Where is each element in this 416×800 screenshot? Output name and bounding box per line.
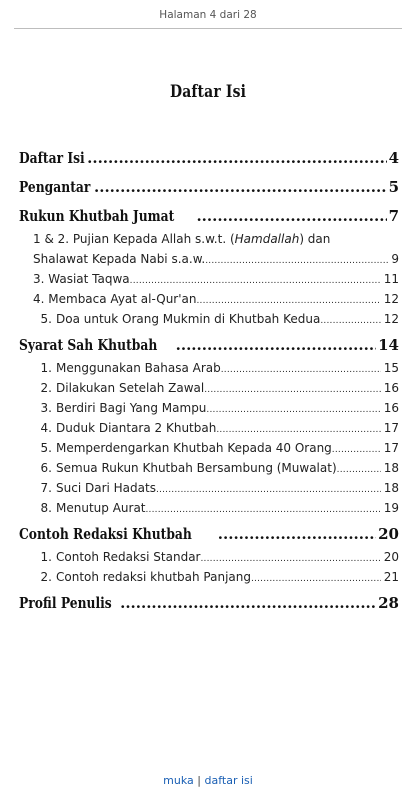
dot-leader bbox=[320, 309, 380, 329]
toc-item-number: 6. bbox=[40, 461, 52, 475]
dot-leader bbox=[218, 521, 376, 547]
toc-entry-contoh-redaksi[interactable]: Contoh Redaksi Khutbah ..... 20 bbox=[19, 521, 399, 547]
toc-page-number: 17 bbox=[383, 421, 399, 435]
dot-leader bbox=[251, 567, 381, 587]
toc-page-number: 15 bbox=[383, 361, 399, 375]
toc-page-number: 12 bbox=[383, 292, 399, 306]
dot-leader bbox=[337, 458, 381, 478]
toc-page-number: 28 bbox=[378, 594, 399, 612]
toc-item-number: 5. bbox=[40, 312, 52, 326]
dot-leader bbox=[156, 478, 381, 498]
toc-page-number: 19 bbox=[383, 501, 399, 515]
toc-entry-memperdengarkan[interactable]: 5. Memperdengarkan Khutbah Kepada 40 Orang ..... 17 bbox=[19, 438, 399, 458]
toc-page-number: 4 bbox=[388, 149, 399, 167]
footer-separator: | bbox=[197, 774, 201, 787]
toc-entry-pengantar[interactable]: Pengantar ..... 5 bbox=[19, 174, 399, 200]
toc-entry-label-line1: 1 & 2. Pujian Kepada Allah s.w.t. (Hamdallah) dan bbox=[33, 232, 331, 246]
toc-item-number: 2. bbox=[40, 381, 52, 395]
dot-leader bbox=[332, 438, 381, 458]
dot-leader bbox=[146, 498, 381, 518]
dot-leader bbox=[87, 145, 386, 171]
toc-page-number: 18 bbox=[383, 481, 399, 495]
toc-page-number: 21 bbox=[383, 570, 399, 584]
page-footer bbox=[0, 774, 416, 787]
toc-page-number: 16 bbox=[383, 401, 399, 415]
toc-page-number: 5 bbox=[388, 178, 399, 196]
dot-leader bbox=[130, 269, 381, 289]
toc-entry-syarat-sah-khutbah[interactable]: Syarat Sah Khutbah ..... 14 bbox=[19, 332, 399, 358]
toc-entry-doa-mukmin[interactable]: 5. Doa untuk Orang Mukmin di Khutbah Kedua ..... 12 bbox=[19, 309, 399, 329]
dot-leader bbox=[216, 418, 380, 438]
toc-entry-daftar-isi[interactable]: Daftar Isi ..... 4 bbox=[19, 145, 399, 171]
toc-entry-rukun-khutbah-jumat[interactable]: Rukun Khutbah Jumat ..... 7 bbox=[19, 203, 399, 229]
page-title: Daftar Isi bbox=[169, 82, 247, 102]
page-header bbox=[14, 0, 402, 29]
dot-leader bbox=[200, 547, 380, 567]
toc-item-number: 2. bbox=[40, 570, 52, 584]
dot-leader bbox=[197, 289, 381, 309]
toc-item-number: 7. bbox=[40, 481, 52, 495]
table-of-contents bbox=[19, 142, 399, 616]
dot-leader bbox=[204, 378, 380, 398]
dot-leader bbox=[176, 332, 377, 358]
toc-page-number: 7 bbox=[388, 207, 399, 225]
home-link[interactable]: muka bbox=[163, 774, 194, 787]
toc-page-number: 18 bbox=[383, 461, 399, 475]
toc-entry-profil-penulis[interactable]: Profil Penulis ..... 28 bbox=[19, 590, 399, 616]
toc-entry-wasiat-taqwa[interactable]: 3. Wasiat Taqwa ..... 11 bbox=[19, 269, 399, 289]
dot-leader bbox=[120, 590, 376, 616]
toc-page-number: 9 bbox=[391, 252, 399, 266]
dot-leader bbox=[196, 203, 386, 229]
toc-entry-berdiri[interactable]: 3. Berdiri Bagi Yang Mampu ..... 16 bbox=[19, 398, 399, 418]
toc-entry-redaksi-panjang[interactable]: 2. Contoh redaksi khutbah Panjang ..... 21 bbox=[19, 567, 399, 587]
toc-item-number: 4. bbox=[40, 421, 52, 435]
toc-page-number: 20 bbox=[378, 525, 399, 543]
toc-entry-suci-hadats[interactable]: 7. Suci Dari Hadats ..... 18 bbox=[19, 478, 399, 498]
dot-leader bbox=[205, 249, 388, 269]
toc-item-number: 8. bbox=[40, 501, 52, 515]
toc-entry-membaca-ayat[interactable]: 4. Membaca Ayat al-Qur'an ..... 12 bbox=[19, 289, 399, 309]
toc-item-number: 5. bbox=[40, 441, 52, 455]
toc-entry-menutup-aurat[interactable]: 8. Menutup Aurat ..... 19 bbox=[19, 498, 399, 518]
toc-entry-duduk[interactable]: 4. Duduk Diantara 2 Khutbah ..... 17 bbox=[19, 418, 399, 438]
toc-entry-hamdallah-shalawat[interactable] bbox=[19, 229, 399, 269]
toc-page-number: 12 bbox=[383, 312, 399, 326]
toc-link[interactable]: daftar isi bbox=[204, 774, 253, 787]
dot-leader bbox=[94, 174, 387, 200]
toc-page-number: 14 bbox=[378, 336, 399, 354]
toc-entry-setelah-zawal[interactable]: 2. Dilakukan Setelah Zawal ..... 16 bbox=[19, 378, 399, 398]
toc-entry-label-line2: Shalawat Kepada Nabi s.a.w. ..... 9 bbox=[19, 249, 399, 269]
toc-item-number: 3. bbox=[40, 401, 52, 415]
toc-entry-muwalat[interactable]: 6. Semua Rukun Khutbah Bersambung (Muwalat) ..... 18 bbox=[19, 458, 399, 478]
dot-leader bbox=[206, 398, 380, 418]
toc-item-number: 1. bbox=[40, 361, 52, 375]
toc-page-number: 20 bbox=[383, 550, 399, 564]
toc-page-number: 11 bbox=[383, 272, 399, 286]
toc-page-number: 17 bbox=[383, 441, 399, 455]
toc-entry-bahasa-arab[interactable]: 1. Menggunakan Bahasa Arab ..... 15 bbox=[19, 358, 399, 378]
toc-page-number: 16 bbox=[383, 381, 399, 395]
page-indicator: Halaman 4 dari 28 bbox=[159, 9, 257, 21]
toc-item-number: 1. bbox=[40, 550, 52, 564]
toc-entry-redaksi-standar[interactable]: 1. Contoh Redaksi Standar ..... 20 bbox=[19, 547, 399, 567]
dot-leader bbox=[221, 358, 381, 378]
